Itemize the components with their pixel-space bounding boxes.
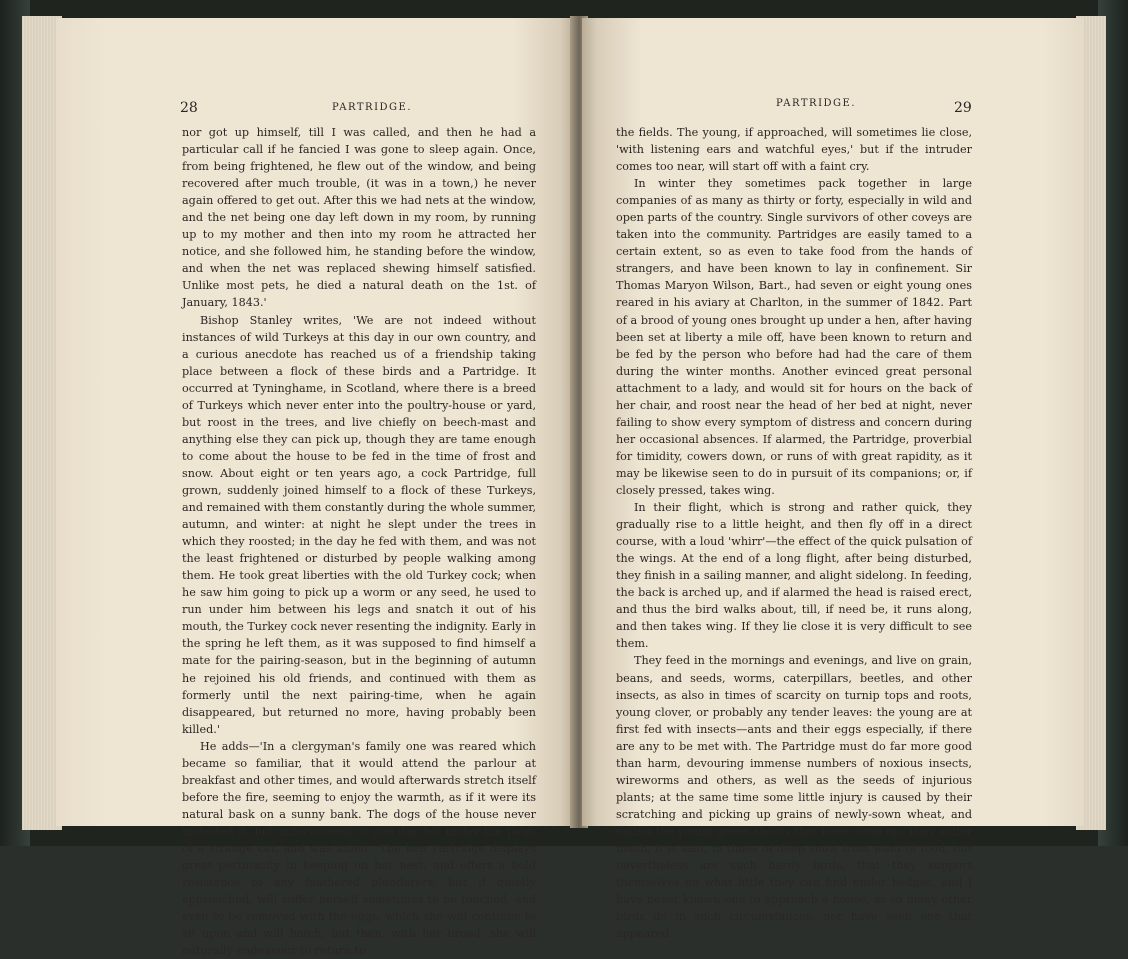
paragraph: He adds—'In a clergyman's family one was reared which became so familiar, that it would attend the parlour at breakfast and other times, and would afterwards stretch itself before the fire, seeming to enjoy the warmth, as if it were its natural bask on a sunny bank. The dogs of the house never molested it, but unfortunately it one day fell under the paws of a strange cat, and was killed.' The hen Partridge displays great pertinacity in keeping on her nest, and offers a bold resistance to any feathered plunderers; but if quietly approached, will suffer herself sometimes to be touched, and even to be removed with the eggs, which she will continue to sit upon and will hatch; but then, with her brood, she will naturally endeavour to return to — [182, 739, 536, 958]
left-page — [56, 18, 576, 958]
paragraph: Bishop Stanley writes, 'We are not indeed without instances of wild Turkeys at this day in our own country, and a curious anecdote has reached us of a friendship taking place between a flock of these birds and a Partridge. It occurred at Tyninghame, in Scotland, where there is a breed of Turkeys which never enter into the poultry-house or yard, but roost in the trees, and live chiefly on beech-mast and anything else they can pick up, though they are tame enough to come about the house to be fed in the time of frost and snow. About eight or ten years ago, a cock Partridge, full grown, suddenly joined himself to a flock of these Turkeys, and remained with them constantly during the whole summer, autumn, and winter: at night he slept under the trees in which they roosted; in the day he fed with them, and was not the least frightened or disturbed by people walking among them. He took great liberties with the old Turkey cock; when he saw him going to pick up a worm or any seed, he used to run under him between his legs and snatch it out of his mouth, the Turkey cock never resenting the indignity. Early in the spring he left them, as it was supposed to find himself a mate for the pairing-season, but in the beginning of autumn he rejoined his old friends, and continued with them as formerly until the next pairing-time, when he again disappeared, but returned no more, having probably been killed.' — [182, 313, 536, 736]
paragraph: the fields. The young, if approached, will sometimes lie close, 'with listening ears and watchful eyes,' but if the intruder comes too near, will start off with a faint cry. — [616, 126, 972, 174]
running-head: PARTRIDGE. — [776, 98, 857, 109]
body-text — [182, 124, 536, 959]
paragraph: In their flight, which is strong and rather quick, they gradually rise to a little height, and then fly off in a direct course, with a loud 'whirr'—the effect of the quick pulsation of the wings. At the end of a long flight, after being disturbed, they finish in a sailing manner, and alight sidelong. In feeding, the back is arched up, and if alarmed the head is raised erect, and thus the bird walks about, till, if need be, it runs along, and then takes wing. If they lie close it is very difficult to see them. — [616, 501, 972, 651]
body-text — [616, 124, 972, 942]
paragraph: nor got up himself, till I was called, and then he had a particular call if he fancied I was gone to sleep again. Once, from being frightened, he flew out of the window, and being recovered after much trouble, (it was in a town,) he never again offered to get out. After this we had nets at the window, and the net being one day left down in my room, by running up to my mother and then into my room he attracted her notice, and she followed him, he standing before the window, and when the net was replaced shewing himself satisfied. Unlike most pets, he died a natural death on the 1st. of January, 1843.' — [182, 126, 536, 310]
page-number: 28 — [180, 100, 198, 116]
right-page — [582, 18, 1084, 941]
page-number: 29 — [954, 100, 972, 116]
paragraph: In winter they sometimes pack together in large companies of as many as thirty or forty, especially in wild and open parts of the country. Single survivors of other coveys are taken into the community. Partridges are easily tamed to a certain extent, so as even to take food from the hands of strangers, and have been known to lay in confinement. Sir Thomas Maryon Wilson, Bart., had seven or eight young ones reared in his aviary at Charlton, in the summer of 1842. Part of a brood of young ones brought up under a hen, after having been set at liberty a mile off, have been known to return and be fed by the person who before had had the care of them during the winter months. Another evinced great personal attachment to a lady, and would sit for hours on the back of her chair, and roost near the head of her bed at night, never failing to show every symptom of distress and concern during her occasional absences. If alarmed, the Partridge, proverbial for timidity, cowers down, or runs of with great rapidity, as it may be likewise seen to do in pursuit of its companions; or, if closely pressed, takes wing. — [616, 177, 972, 497]
paragraph: They feed in the mornings and evenings, and live on grain, beans, and seeds, worms, caterpillars, beetles, and other insects, as also in times of scarcity on turnip tops and roots, young clover, or probably any tender leaves: the young are at first fed with insects—ants and their eggs especially, if there are any to be met with. The Partridge must do far more good than harm, devouring immense numbers of noxious insects, wireworms and others, as well as the seeds of injurious plants; at the same time some little injury is caused by their scratching and picking up grains of newly-sown wheat, and eating the young green shoots that have come up. They suffer much, it is said, in times of deep snow from want of food, but nevertheless are such hardy birds, that they support themselves on what little they can find under hedges, and I have never known one to approach a house, as so many other birds do in such circumstances, nor have seen one that appeared — [616, 654, 972, 941]
running-head: PARTRIDGE. — [332, 102, 413, 113]
